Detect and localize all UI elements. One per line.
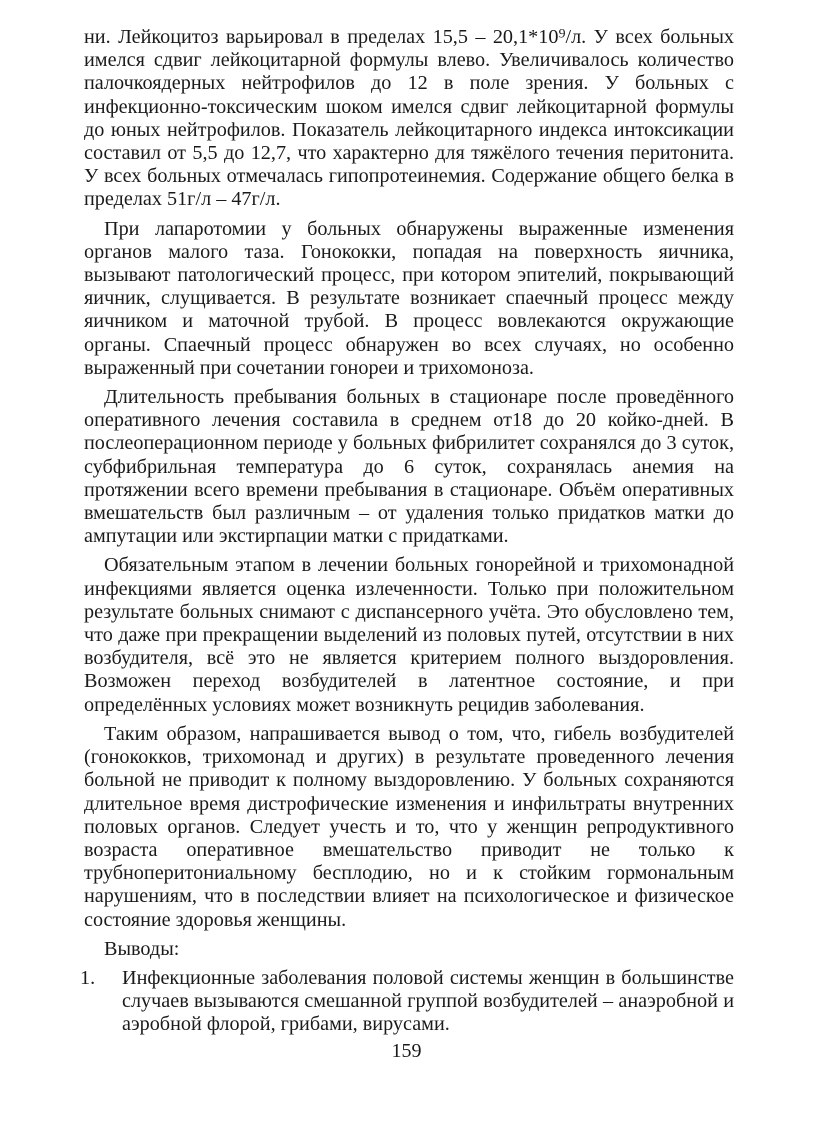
paragraph-laparotomy: При лапаротомии у больных обнаружены выраженные изменения органов малого таза. Гонококки, попадая на поверхность яичника, вызывают патологический процесс, при котором эпителий, покрывающий яичник, слущивается. В результате возникает спаечный процесс между яичником и маточной трубой. В процесс вовлекаются окружающие органы. Спаечный процесс обнаружен во всех случаях, но особенно выраженный при сочетании гонореи и трихомоноза.	[84, 217, 734, 379]
body-text	[80, 26, 734, 1037]
list-item-text: Инфекционные заболевания половой системы женщин в большинстве случаев вызываются смешанной группой возбудителей – анаэробной и аэробной флорой, грибами, вирусами.	[122, 966, 734, 1036]
conclusions-heading: Выводы:	[104, 937, 180, 960]
paragraph-continuation: ни. Лейкоцитоз варьировал в пределах 15,5 – 20,1*10⁹/л. У всех больных имелся сдвиг лейкоцитарной формулы влево. Увеличивалось количество палочкоядерных нейтрофилов до 12 в поле зрения. У больных с инфекционно-токсическим шоком имелся сдвиг лейкоцитарной формулы до юных нейтрофилов. Показатель лейкоцитарного индекса интоксикации составил от 5,5 до 12,7, что характерно для тяжёлого течения перитонита. У всех больных отмечалась гипопротеинемия. Содержание общего белка в пределах 51г/л – 47г/л.	[84, 26, 734, 211]
list-item	[80, 966, 734, 1037]
paragraph-cure-assessment: Обязательным этапом в лечении больных гонорейной и трихомонадной инфекциями является оценка излеченности. Только при положительном результате больных снимают с диспансерного учёта. Это обусловлено тем, что даже при прекращении выделений из половых путей, отсутствии в них возбудителя, всё это не является критерием полного выздоровления. Возможен переход возбудителей в латентное состояние, и при определённых условиях может возникнуть рецидив заболевания.	[84, 554, 734, 716]
conclusions-section	[80, 937, 734, 1037]
conclusions-list	[80, 966, 734, 1037]
paragraph-summary: Таким образом, напрашивается вывод о том, что, гибель возбудителей (гонококков, трихомонад и других) в результате проведенного лечения больной не приводит к полному выздоровлению. У больных сохраняются длительное время дистрофические изменения и инфильтраты внутренних половых органов. Следует учесть и то, что у женщин репродуктивного возраста оперативное вмешательство приводит не только к трубноперитониальному бесплодию, но и к стойким гормональным нарушениям, что в последствии влияет на психологическое и физическое состояние здоровья женщины.	[84, 722, 734, 931]
list-item-number: 1.	[80, 966, 96, 989]
paragraph-hospital-stay: Длительность пребывания больных в стационаре после проведённого оперативного лечения составила в среднем от18 до 20 койко-дней. В послеоперационном периоде у больных фибрилитет сохранялся до 3 суток, субфибрильная температура до 6 суток, сохранялась анемия на протяжении всего времени пребывания в стационаре. Объём оперативных вмешательств был различным – от удаления только придатков матки до ампутации или экстирпации матки с придатками.	[84, 386, 734, 548]
page-number: 159	[391, 1040, 422, 1062]
